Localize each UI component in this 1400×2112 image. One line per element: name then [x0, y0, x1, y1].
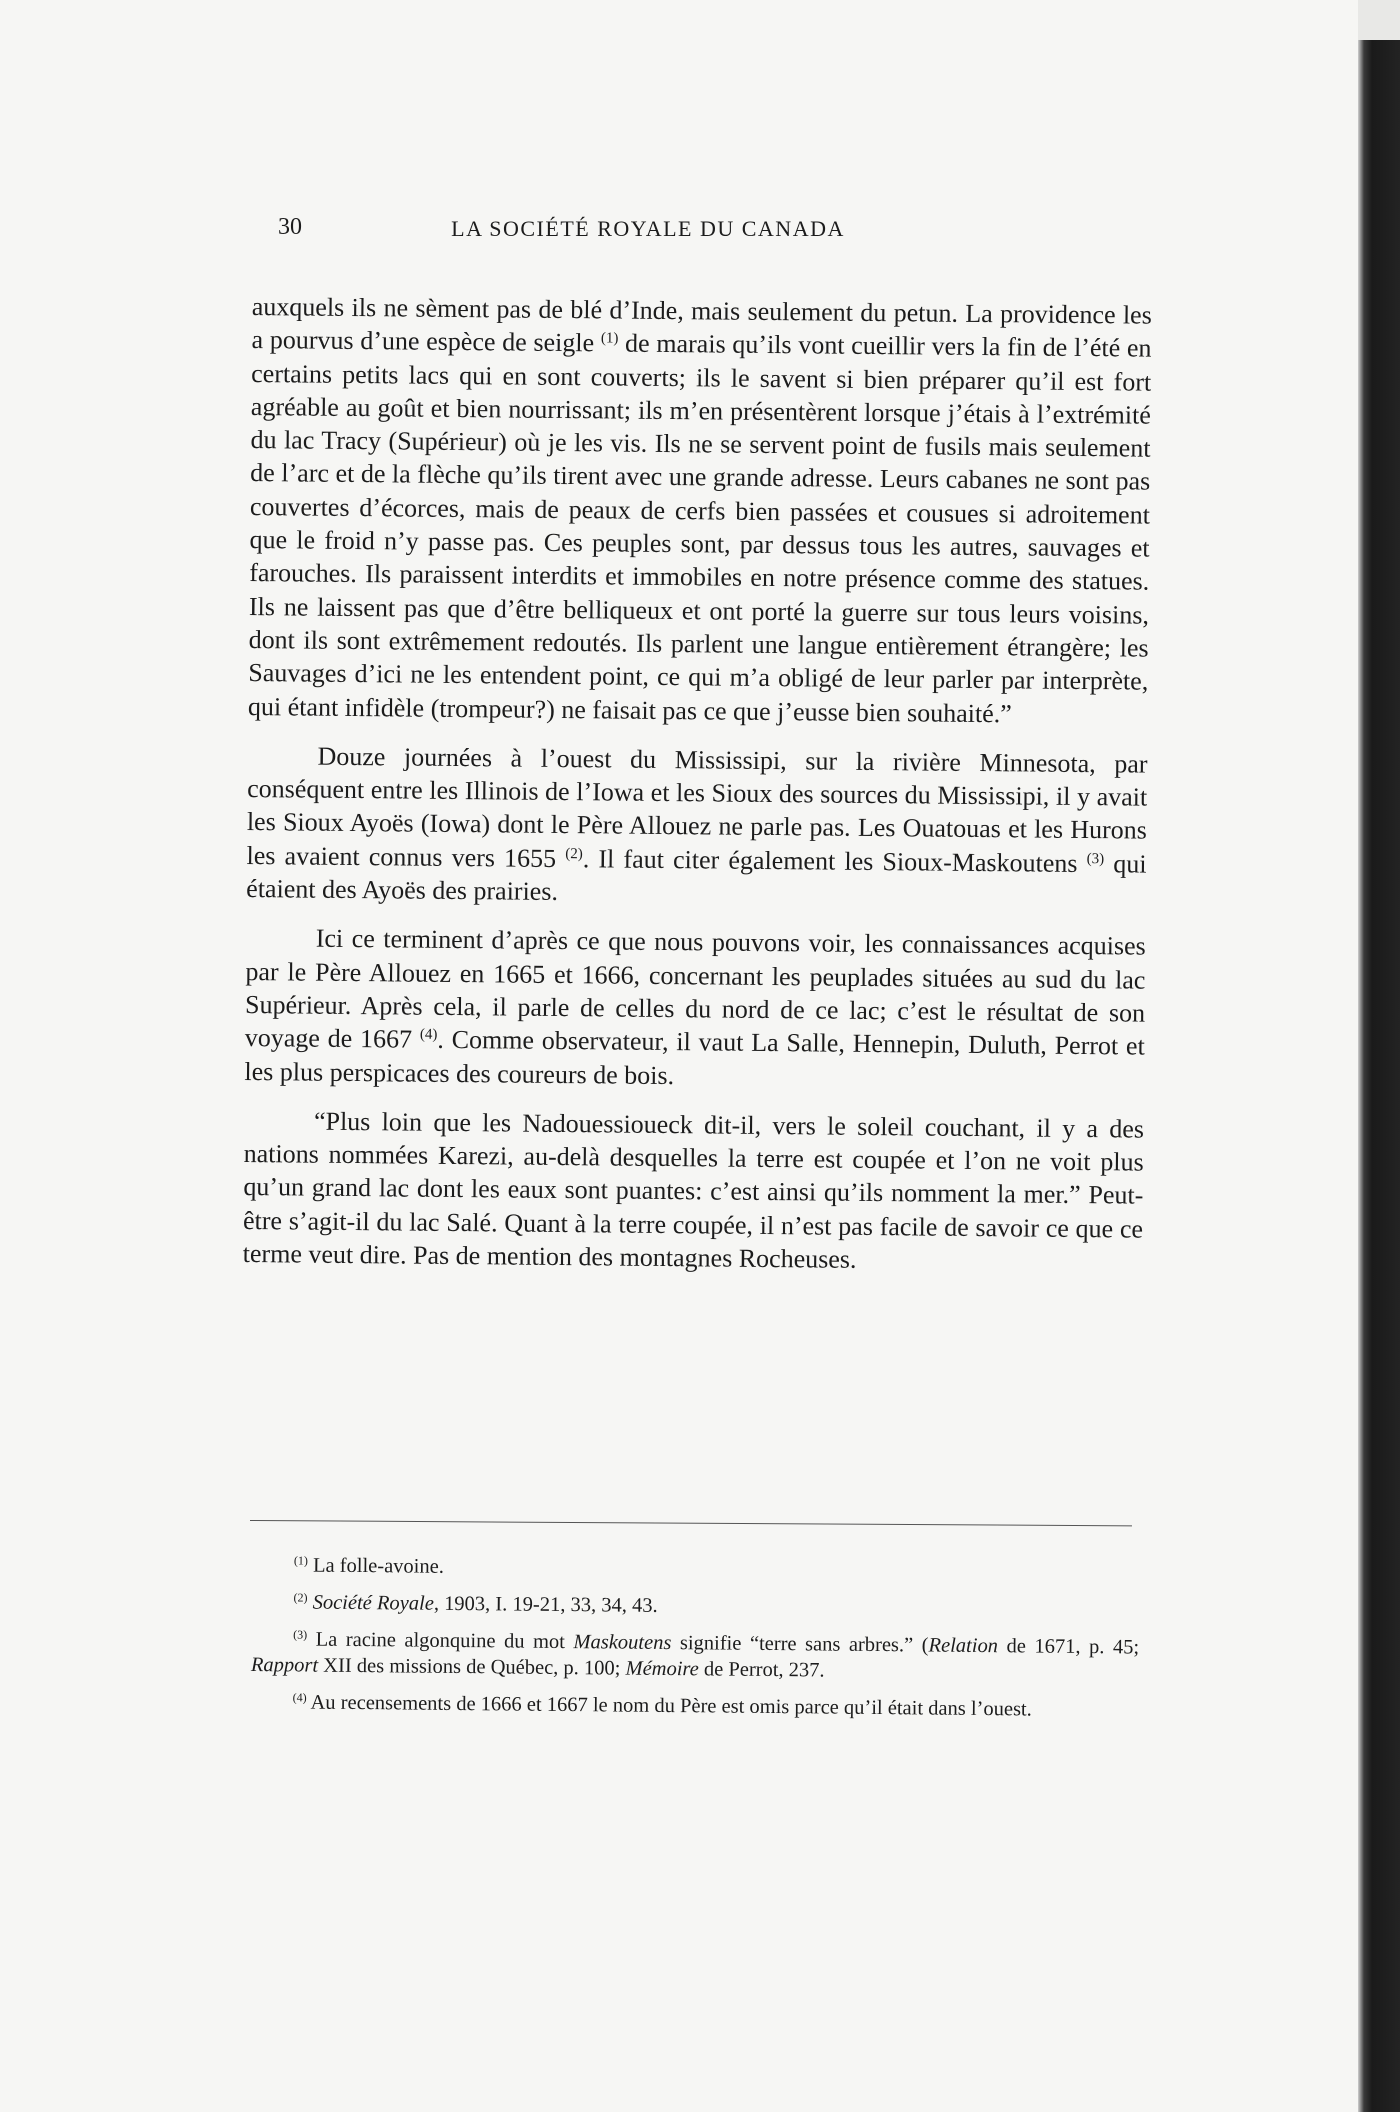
text-run: “Plus loin que les Nadouessioueck dit-il, vers le soleil couchant, il y a des nations nommées Karezi, au-delà desquelles la terre est coupée et l’on ne voit plus qu’un grand lac dont les eaux sont puantes: c’est ainsi qu’ils nomment la mer.” Peut-être s’agit-il du lac Salé. Quant à la terre coupée, il n’est pas facile de savoir ce que ce terme veut dire. Pas de mention des montagnes Rocheuses. — [242, 1106, 1145, 1274]
footnote-ref: (4) — [419, 1026, 438, 1044]
text-run: de marais qu’ils vont cueillir vers la fin de l’été en certains petits lacs qui en sont couverts; ils le savent si bien préparer qu’il est fort agréable au goût et bien nourrissant; ils m’en présentèrent lorsque j’étais à l’extrémité du lac Tracy (Supérieur) où je les vis. Ils ne se servent point de fusils mais seulement de l’arc et de la flèche qu’ils tirent avec une grande adresse. Leurs cabanes ne sont pas couvertes d’écorces, mais de peaux de cerfs bien passées et cousues si adroitement que le froid n’y passe pas. Ces peuples sont, par dessus tous les autres, sauvages et farouches. Ils paraissent interdits et immobiles en notre présence comme des statues. Ils ne laissent pas que d’être belliqueux et ont porté la guerre sur tous leurs voisins, dont ils sont extrêmement redoutés. Ils parlent une langue entièrement étrangère; les Sauvages d’ici ne les entendent point, ce qui m’a obligé de leur parler par interprète, qui étant infidèle (trompeur?) ne faisait pas ce que j’eusse bien souhaité.” — [247, 328, 1152, 728]
footnote-3 — [251, 1626, 1139, 1687]
footnote-ref: (3) — [1086, 850, 1105, 867]
footnote-ref: (2) — [293, 1590, 308, 1605]
text-run: . Il faut citer également les Sioux-Maskoutens — [582, 843, 1087, 878]
text-run: . Comme observateur, il vaut La Salle, Hennepin, Duluth, Perrot et les plus perspicaces des coureurs de bois. — [244, 1025, 1145, 1090]
footnote-rule — [250, 1520, 1132, 1526]
footnote-ref: (1) — [293, 1553, 308, 1568]
text-run: signifie “terre sans arbres.” ( — [671, 1632, 929, 1657]
footnote-ref: (1) — [600, 330, 619, 347]
footnote-4 — [250, 1689, 1138, 1724]
footnote-ref: (2) — [565, 845, 583, 862]
footnotes — [250, 1552, 1140, 1735]
footnote-2 — [251, 1589, 1139, 1624]
italic-text: Société Royale — [307, 1591, 434, 1615]
text-run: auxquels ils ne sèment pas de blé d’Inde, mais seulement du petun. La providence les a pourvus d’une espèce de seigle — [251, 291, 1152, 358]
paragraph-3 — [244, 921, 1146, 1096]
text-run: XII des missions de Québec, p. 100; — [318, 1654, 626, 1680]
scan-edge-right — [1358, 40, 1400, 2112]
text-run: de Perrot, 237. — [698, 1658, 825, 1682]
text-run: La folle-avoine. — [307, 1554, 445, 1578]
text-run: , 1903, I. 19-21, 33, 34, 43. — [433, 1592, 658, 1617]
footnote-1 — [252, 1552, 1140, 1587]
text-run: de 1671, p. 45; — [997, 1635, 1140, 1659]
text-run: Douze journées à l’ouest du Mississipi, sur la rivière Minnesota, par conséquent entre les Illinois de l’Iowa et les Sioux des sources du Mississipi, il y avait les Sioux Ayoës (Iowa) dont le Père Allouez ne parle pas. Les Ouatouas et les Hurons les avaient connus vers 1655 — [246, 741, 1148, 873]
italic-text: Mémoire — [625, 1657, 699, 1681]
text-run: Au recensements de 1666 et 1667 le nom du Père est omis parce qu’il était dans l’ouest. — [306, 1691, 1032, 1721]
footnote-ref: (4) — [292, 1690, 307, 1705]
italic-text: Maskoutens — [573, 1631, 672, 1655]
italic-text: Rapport — [250, 1653, 319, 1677]
paragraph-4 — [243, 1104, 1145, 1279]
italic-text: Relation — [928, 1634, 999, 1658]
footnote-ref: (3) — [293, 1627, 308, 1642]
body-text — [242, 290, 1152, 1295]
text-run: Ici ce terminent d’après ce que nous pouvons voir, les connaissances acquises par le Père Allouez en 1665 et 1666, concernant les peuplades situées au sud du lac Supérieur. Après cela, il parle de celles du nord de ce lac; c’est le résultat de son voyage de 1667 — [244, 923, 1146, 1054]
paragraph-2 — [246, 739, 1148, 914]
page-header — [278, 214, 938, 254]
page-number: 30 — [278, 214, 302, 240]
scan-edge-top — [1358, 0, 1400, 40]
text-run: qui étaient des Ayoës des prairies. — [246, 848, 1147, 907]
text-run: La racine algonquine du mot — [307, 1628, 574, 1654]
paragraph-1 — [248, 290, 1152, 731]
running-title: LA SOCIÉTÉ ROYALE DU CANADA — [451, 216, 845, 241]
